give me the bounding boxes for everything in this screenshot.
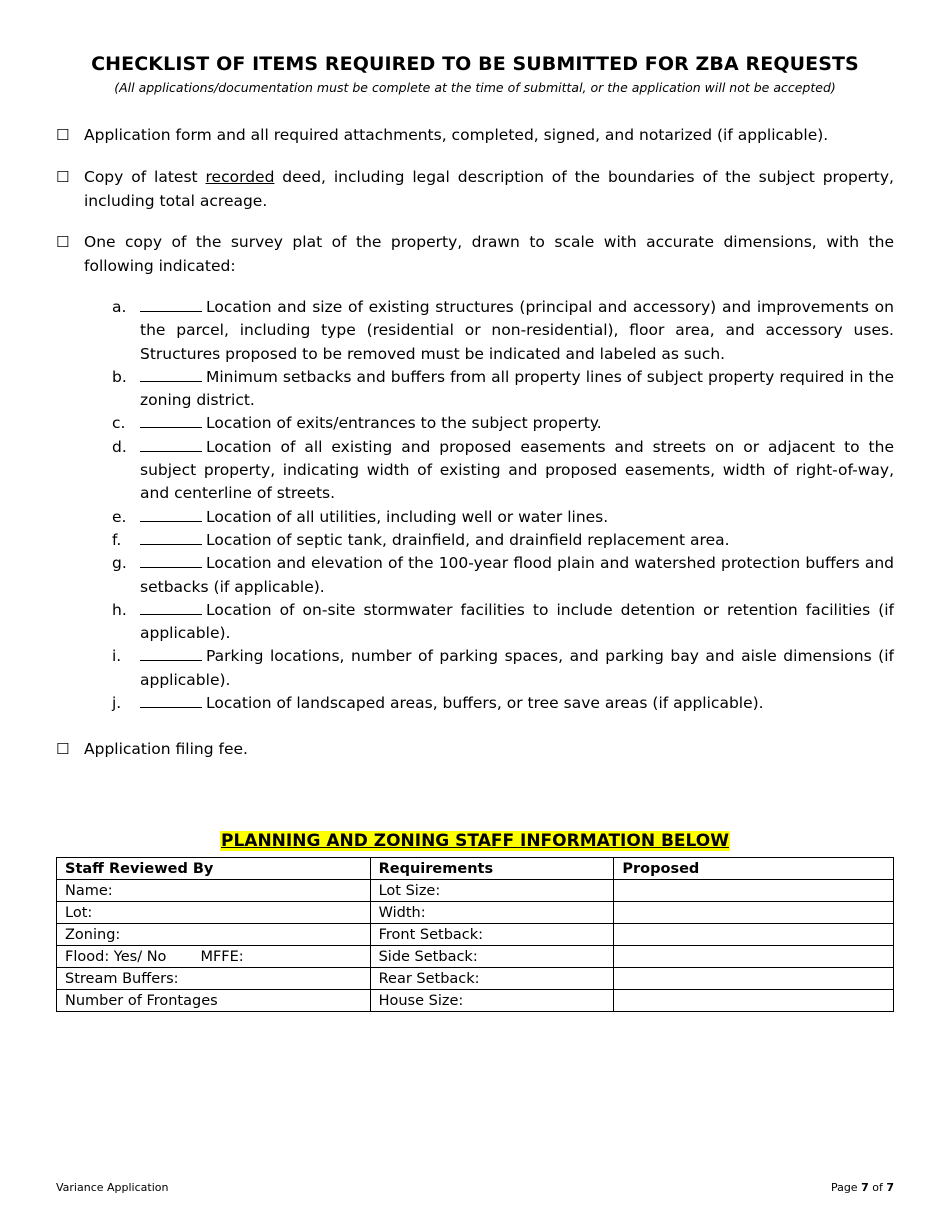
table-header-row	[57, 858, 894, 880]
sublist-item: h. Location of on-site stormwater facilities to include detention or retention facilities (if applicable).	[112, 600, 894, 643]
sublist-item: j. Location of landscaped areas, buffers, or tree save areas (if applicable).	[112, 694, 764, 713]
blank-line[interactable]	[140, 413, 202, 428]
blank-line[interactable]	[140, 600, 202, 615]
staff-cell[interactable]: Flood: Yes/ No MFFE:	[57, 946, 371, 968]
sublist-item: a. Location and size of existing structures (principal and accessory) and improvements on the parcel, including type (residential or non-residential), floor area, and accessory uses. Structures proposed to be removed must be indicated and labeled as such.	[112, 298, 894, 363]
checkbox-icon[interactable]: ☐	[56, 740, 70, 758]
sublist-item: c. Location of exits/entrances to the subject property.	[112, 414, 602, 433]
requirement-cell[interactable]: Rear Setback:	[370, 968, 614, 990]
proposed-cell[interactable]	[614, 924, 894, 946]
proposed-cell[interactable]	[614, 946, 894, 968]
proposed-cell[interactable]	[614, 902, 894, 924]
table-row	[57, 990, 894, 1012]
staff-section-heading: PLANNING AND ZONING STAFF INFORMATION BELOW	[221, 831, 729, 851]
table-row	[57, 902, 894, 924]
checklist-item-text: Copy of latest recorded deed, including legal description of the boundaries of the subject property, including total acreage.	[84, 168, 894, 210]
sublist-item: d. Location of all existing and proposed easements and streets on or adjacent to the subject property, indicating width of existing and proposed easements, width of right-of-way, and centerline of streets.	[112, 437, 894, 503]
checklist-item-text: Application form and all required attachments, completed, signed, and notarized (if applicable).	[84, 126, 829, 144]
requirement-cell[interactable]: Front Setback:	[370, 924, 614, 946]
document-page	[56, 0, 894, 1230]
footer-page-number: Page 7 of 7	[830, 1181, 894, 1194]
checklist-item-deed	[56, 166, 894, 213]
requirement-cell[interactable]: House Size:	[370, 990, 614, 1012]
page-subtitle: (All applications/documentation must be complete at the time of submittal, or the application will not be accepted)	[114, 80, 836, 95]
staff-cell[interactable]: Lot:	[57, 902, 371, 924]
table-row	[57, 968, 894, 990]
table-row	[57, 880, 894, 902]
blank-line[interactable]	[140, 367, 202, 382]
column-header: Requirements	[370, 858, 614, 880]
blank-line[interactable]	[140, 530, 202, 545]
sublist-item: g. Location and elevation of the 100-year flood plain and watershed protection buffers and setbacks (if applicable).	[112, 554, 894, 596]
sublist-item: b. Minimum setbacks and buffers from all property lines of subject property required in the zoning district.	[112, 367, 894, 410]
checkbox-icon[interactable]: ☐	[56, 168, 70, 186]
requirement-cell[interactable]: Width:	[370, 902, 614, 924]
checkbox-icon[interactable]: ☐	[56, 233, 70, 251]
proposed-cell[interactable]	[614, 990, 894, 1012]
proposed-cell[interactable]	[614, 880, 894, 902]
table-row	[57, 924, 894, 946]
survey-plat-sublist	[112, 296, 894, 715]
checklist-item-survey-plat	[56, 231, 894, 278]
sublist-item: f. Location of septic tank, drainfield, and drainfield replacement area.	[112, 530, 730, 549]
staff-info-table	[56, 857, 894, 1012]
checklist-item-text: Application filing fee.	[84, 740, 248, 758]
staff-cell[interactable]: Zoning:	[57, 924, 371, 946]
staff-cell[interactable]: Number of Frontages	[57, 990, 371, 1012]
requirement-cell[interactable]: Lot Size:	[370, 880, 614, 902]
blank-line[interactable]	[140, 553, 202, 568]
sublist-item: e. Location of all utilities, including well or water lines.	[112, 507, 609, 526]
requirement-cell[interactable]: Side Setback:	[370, 946, 614, 968]
proposed-cell[interactable]	[614, 968, 894, 990]
checklist-item-filing-fee	[56, 738, 894, 762]
blank-line[interactable]	[140, 693, 202, 708]
checklist-item-application-form	[56, 124, 894, 148]
column-header: Staff Reviewed By	[57, 858, 371, 880]
staff-cell[interactable]: Stream Buffers:	[57, 968, 371, 990]
table-row	[57, 946, 894, 968]
page-title: CHECKLIST OF ITEMS REQUIRED TO BE SUBMITTED FOR ZBA REQUESTS	[91, 53, 859, 75]
blank-line[interactable]	[140, 297, 202, 312]
checkbox-icon[interactable]: ☐	[56, 126, 70, 144]
footer-doc-name: Variance Application	[56, 1181, 169, 1194]
column-header: Proposed	[614, 858, 894, 880]
sublist-item: i. Parking locations, number of parking spaces, and parking bay and aisle dimensions (if applicable).	[112, 647, 894, 689]
staff-cell[interactable]: Name:	[57, 880, 371, 902]
blank-line[interactable]	[140, 437, 202, 452]
checklist-item-text: One copy of the survey plat of the property, drawn to scale with accurate dimensions, with the following indicated:	[84, 233, 894, 275]
blank-line[interactable]	[140, 507, 202, 522]
blank-line[interactable]	[140, 646, 202, 661]
